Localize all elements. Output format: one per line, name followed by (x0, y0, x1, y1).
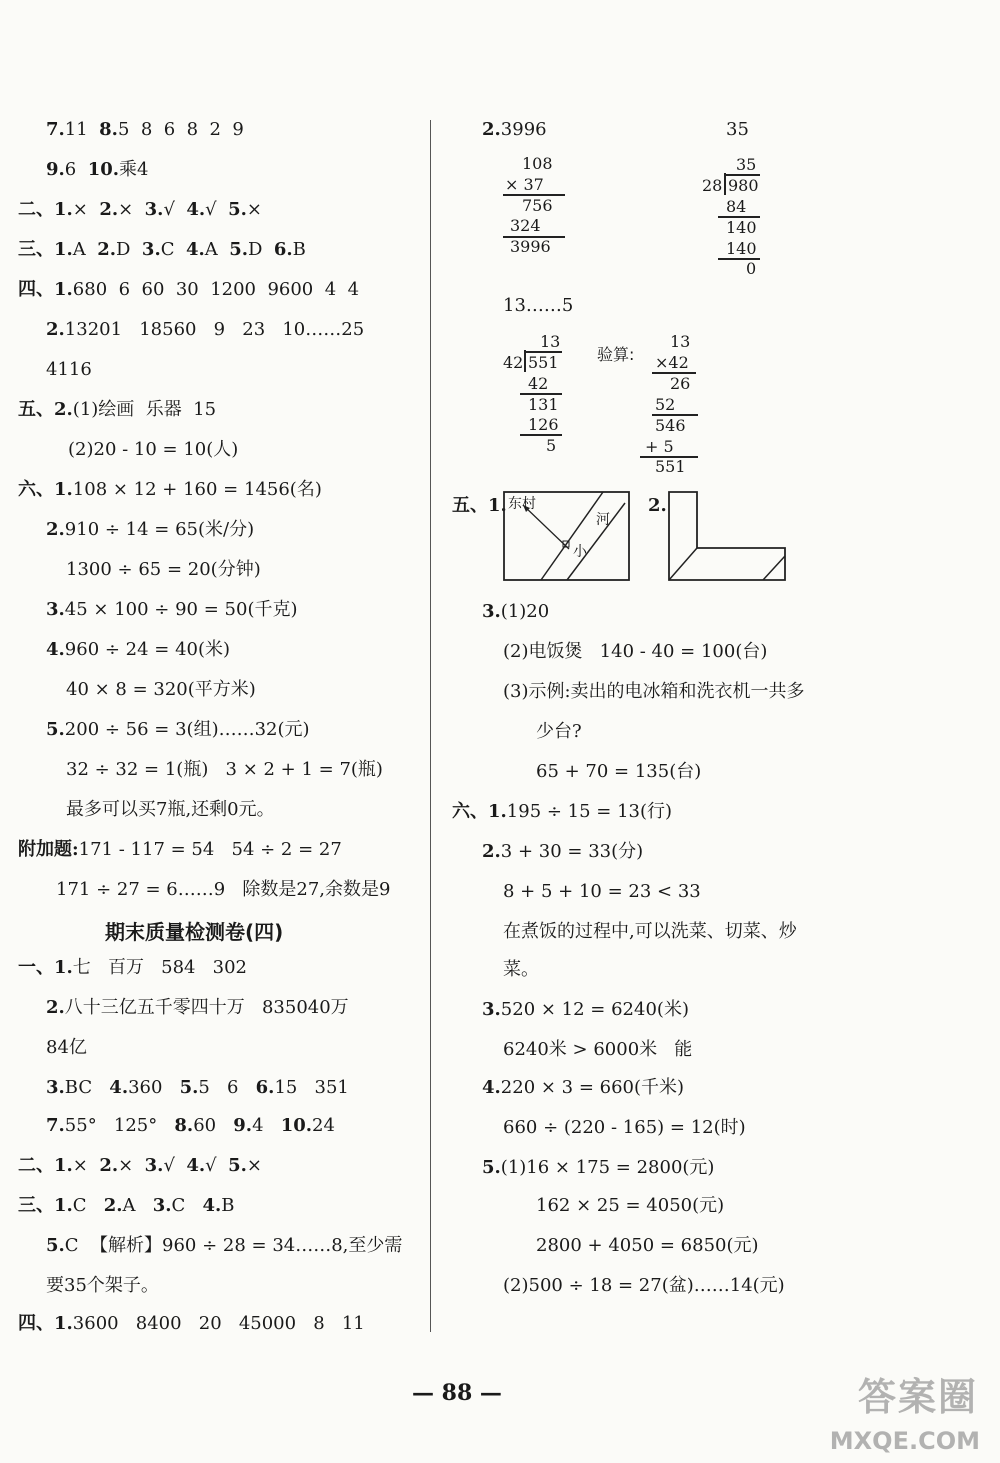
answer-line: (2)500 ÷ 18 = 27(盆)……14(元) (503, 1275, 785, 1296)
village-label: 东村 (508, 496, 536, 512)
div-step-3: 126 (528, 415, 559, 434)
answer-line: 6240米 > 6000米 能 (503, 1039, 693, 1060)
section-title: 期末质量检测卷(四) (105, 920, 284, 944)
calc-operand-a: 108 (522, 154, 553, 173)
answer-line: 162 × 25 = 4050(元) (536, 1195, 725, 1216)
div-remainder: 0 (746, 259, 757, 278)
river-label: 河 (596, 512, 610, 528)
answer-line: (3)示例:卖出的电冰箱和洗衣机一共多 (503, 681, 805, 702)
div-remainder: 5 (546, 436, 557, 455)
answer-line: 2.3996 (482, 119, 547, 140)
answer-line: 65 + 70 = 135(台) (536, 761, 702, 782)
l-shape-outline (669, 492, 785, 580)
div-bracket (524, 350, 526, 372)
answer-line: 171 ÷ 27 = 6……9 除数是27,余数是9 (56, 879, 391, 900)
answer-line: 四、1.680 6 60 30 1200 9600 4 4 (18, 279, 360, 300)
diagonal-2 (763, 556, 785, 580)
column-divider (430, 120, 431, 1332)
check-result: 551 (655, 457, 686, 476)
answer-line: 三、1.C 2.A 3.C 4.B (18, 1195, 235, 1216)
div-step-1: 84 (726, 197, 747, 216)
figure-label-1: 五、1. (452, 495, 507, 516)
answer-line: 四、1.3600 8400 20 45000 8 11 (18, 1313, 365, 1334)
answer-line: 五、2.(1)绘画 乐器 15 (18, 399, 217, 420)
check-p2: 52 (655, 395, 676, 414)
check-a: 13 (670, 332, 691, 351)
div-step-1: 42 (528, 374, 549, 393)
check-label: 验算: (597, 345, 635, 364)
answer-line: 40 × 8 = 320(平方米) (66, 679, 256, 700)
div-divisor: 42 (503, 353, 524, 372)
div-step-2: 131 (528, 395, 559, 414)
answer-line: 3.45 × 100 ÷ 90 = 50(千克) (46, 599, 298, 620)
div-step-3: 140 (726, 239, 757, 258)
answer-line: 4.220 × 3 = 660(千米) (482, 1077, 685, 1098)
answer-line: 3.(1)20 (482, 601, 550, 622)
answer-line: 4.960 ÷ 24 = 40(米) (46, 639, 231, 660)
answer-line: 二、1.× 2.× 3.√ 4.√ 5.× (18, 199, 262, 220)
answer-line: 菜。 (503, 959, 539, 980)
answer-line: 六、1.108 × 12 + 160 = 1456(名) (18, 479, 322, 500)
answer-line: 2800 + 4050 = 6850(元) (536, 1235, 759, 1256)
answer-line: 2.910 ÷ 14 = 65(米/分) (46, 519, 255, 540)
answer-line: 一、1.七 百万 584 302 (18, 957, 248, 978)
answer-line: 1300 ÷ 65 = 20(分钟) (66, 559, 261, 580)
watermark-logo: 答案圈 (857, 1375, 978, 1419)
watermark-url: MXQE.COM (829, 1427, 980, 1455)
div-bracket (724, 173, 726, 195)
calc-operand-b: × 37 (505, 175, 544, 194)
answer-line: 84亿 (46, 1037, 87, 1058)
answer-line: 35 (726, 119, 749, 140)
answer-line: 附加题:171 - 117 = 54 54 ÷ 2 = 27 (18, 839, 342, 860)
answer-line: 9.6 10.乘4 (46, 159, 149, 180)
answer-line: 2.八十三亿五千零四十万 835040万 (46, 997, 349, 1018)
div-quotient: 35 (736, 155, 757, 174)
school-label: 小 (573, 544, 587, 560)
answer-line: 六、1.195 ÷ 15 = 13(行) (452, 801, 673, 822)
div-divisor: 28 (702, 176, 723, 195)
answer-line: 7.55° 125° 8.60 9.4 10.24 (46, 1115, 335, 1136)
figure-label-2: 2. (648, 495, 667, 516)
answer-line: 32 ÷ 32 = 1(瓶) 3 × 2 + 1 = 7(瓶) (66, 759, 383, 780)
calc-partial-1: 756 (522, 196, 553, 215)
div-dividend: 980 (728, 176, 759, 195)
answer-line: 8 + 5 + 10 = 23 < 33 (503, 881, 701, 902)
answer-line: 最多可以买7瓶,还剩0元。 (66, 799, 275, 820)
answer-line: 三、1.A 2.D 3.C 4.A 5.D 6.B (18, 239, 306, 260)
answer-line: 2.3 + 30 = 33(分) (482, 841, 644, 862)
answer-line: 二、1.× 2.× 3.√ 4.√ 5.× (18, 1155, 262, 1176)
div-quotient: 13 (540, 332, 561, 351)
answer-line: 5.C 【解析】960 ÷ 28 = 34……8,至少需 (46, 1235, 403, 1256)
river-bank-1 (541, 492, 603, 580)
check-p4: + 5 (645, 437, 674, 456)
answer-line: 在煮饭的过程中,可以洗菜、切菜、炒 (503, 921, 797, 942)
l-shape-figure (667, 490, 789, 584)
div-step-2: 140 (726, 218, 757, 237)
page-number: — 88 — (412, 1380, 502, 1406)
answer-line: 4116 (46, 359, 92, 380)
answer-line: 2.13201 18560 9 23 10……25 (46, 319, 365, 340)
answer-line: 660 ÷ (220 - 165) = 12(时) (503, 1117, 746, 1138)
answer-line: (2)电饭煲 140 - 40 = 100(台) (503, 641, 768, 662)
check-p3: 546 (655, 416, 686, 435)
check-p1: 26 (670, 374, 691, 393)
answer-line: 3.520 × 12 = 6240(米) (482, 999, 689, 1020)
div-dividend: 551 (528, 353, 559, 372)
answer-line: 要35个架子。 (46, 1275, 159, 1296)
answer-line: 5.200 ÷ 56 = 3(组)……32(元) (46, 719, 310, 740)
answer-line: 13……5 (503, 295, 574, 316)
answer-line: (2)20 - 10 = 10(人) (68, 439, 239, 460)
check-b: ×42 (655, 353, 689, 372)
answer-line: 少台? (536, 721, 582, 742)
calc-partial-2: 324 (510, 216, 541, 235)
answer-line: 5.(1)16 × 175 = 2800(元) (482, 1157, 715, 1178)
answer-line: 7.11 8.5 8 6 8 2 9 (46, 119, 244, 140)
calc-result: 3996 (510, 237, 551, 256)
answer-line: 3.BC 4.360 5.5 6 6.15 351 (46, 1077, 349, 1098)
diagonal-1 (669, 548, 697, 580)
